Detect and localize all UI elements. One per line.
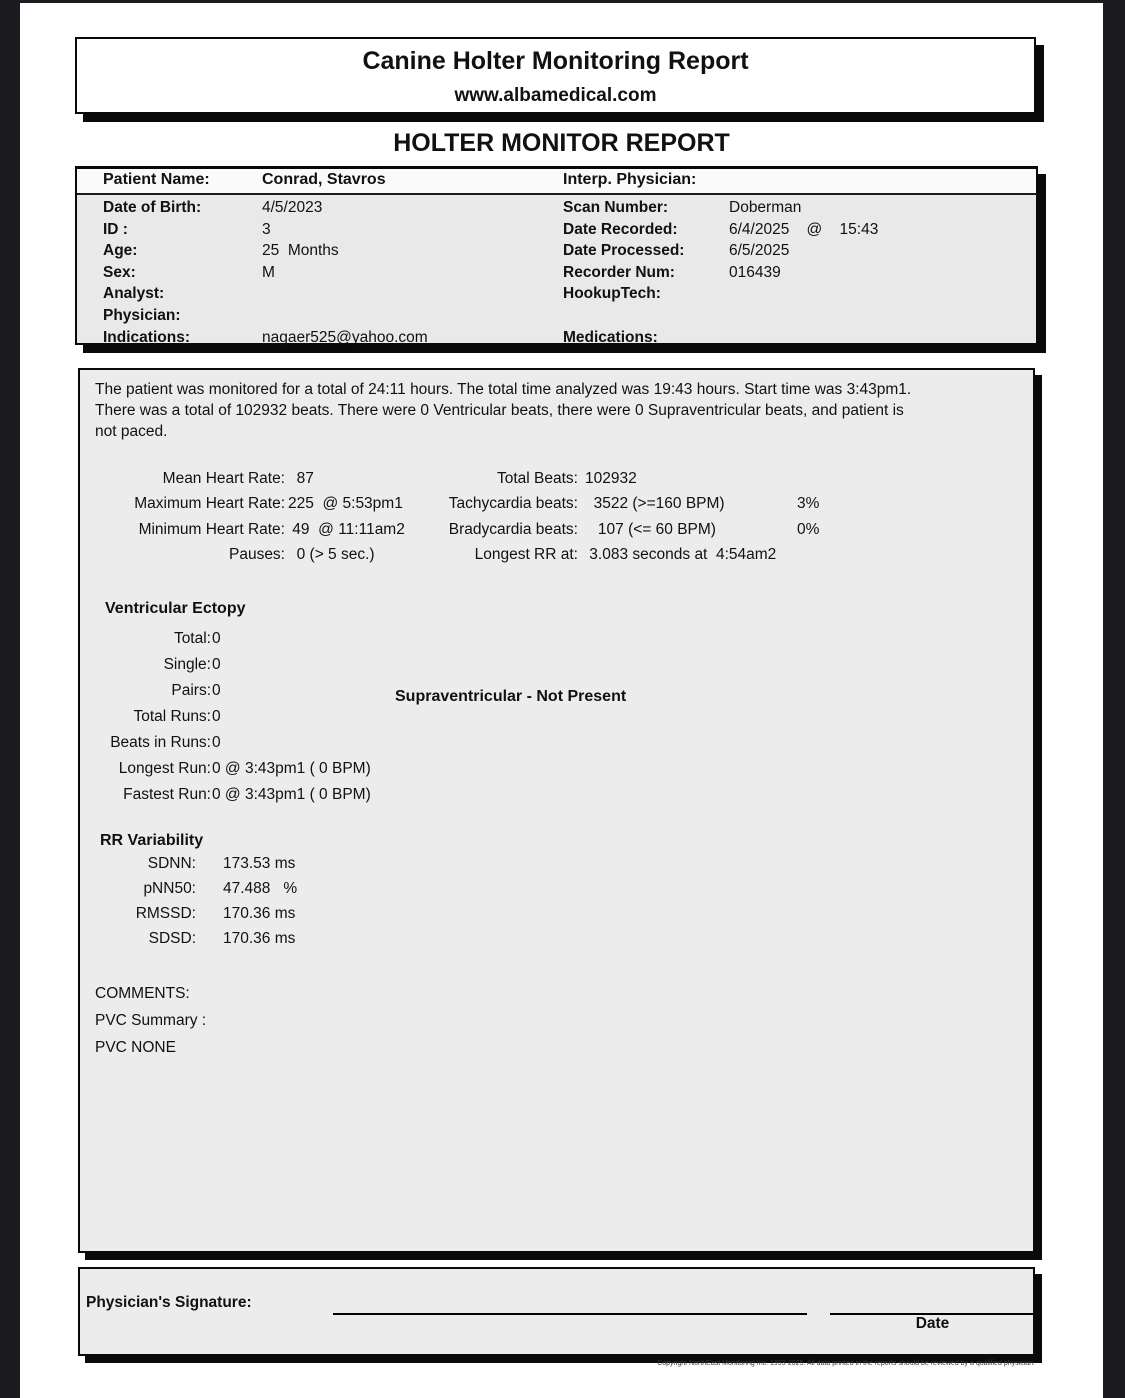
pvc-summary-value: PVC NONE	[95, 1039, 176, 1056]
table-row	[77, 197, 1036, 218]
patient-table-header	[77, 169, 1036, 195]
ventricular-ectopy-title: Ventricular Ectopy	[105, 600, 246, 617]
rr-label: pNN50:	[143, 880, 196, 897]
stat-value: 102932	[585, 470, 637, 487]
stats-row	[80, 495, 1033, 520]
copyright-notice: Copyright NorthEast Monitoring Inc. 1993-2025. All data printed in the reports should be reviewed by a qualified physician.	[657, 1360, 1035, 1367]
ectopy-row	[80, 630, 1033, 656]
ectopy-row	[80, 760, 1033, 786]
website-url: www.albamedical.com	[454, 85, 657, 106]
date-label: Date	[915, 1315, 950, 1332]
field-label: Analyst:	[103, 285, 165, 303]
stat-value: 49 @ 11:11am2	[288, 521, 405, 538]
stat-value: 3.083 seconds at 4:54am2	[585, 546, 777, 563]
ectopy-label: Longest Run:	[118, 760, 211, 777]
summary-line: There was a total of 102932 beats. There were 0 Ventricular beats, there were 0 Supraventricular beats, and patient is	[95, 402, 904, 419]
interp-physician-label: Interp. Physician:	[563, 171, 697, 188]
ectopy-row	[80, 656, 1033, 682]
ectopy-label: Fastest Run:	[123, 786, 211, 803]
signature-box	[78, 1267, 1035, 1356]
rr-value: 47.488 %	[223, 880, 298, 897]
table-row	[77, 219, 1036, 240]
field-value: 6/4/2025 @ 15:43	[729, 220, 879, 238]
stat-label: Tachycardia beats:	[448, 495, 578, 512]
ectopy-label: Total Runs:	[133, 708, 211, 725]
stats-row	[80, 521, 1033, 546]
ectopy-row	[80, 734, 1033, 760]
stat-label: Longest RR at:	[474, 546, 578, 563]
stat-label: Maximum Heart Rate:	[134, 495, 285, 512]
supraventricular-note: Supraventricular - Not Present	[395, 688, 627, 705]
stat-percent: 0%	[797, 521, 820, 538]
stat-value: 3522 (>=160 BPM)	[585, 495, 725, 512]
stat-label: Mean Heart Rate:	[162, 470, 285, 487]
field-label: Indications:	[103, 328, 190, 346]
field-value: 016439	[729, 263, 781, 281]
field-value: 6/5/2025	[729, 242, 790, 260]
ectopy-value: 0 @ 3:43pm1 ( 0 BPM)	[212, 760, 371, 777]
rr-row	[80, 855, 1033, 880]
field-label: Date of Birth:	[103, 199, 202, 216]
physician-signature-label: Physician's Signature:	[86, 1294, 252, 1311]
field-label: Recorder Num:	[563, 263, 675, 281]
ectopy-label: Beats in Runs:	[110, 734, 211, 751]
rr-label: SDSD:	[148, 930, 196, 947]
stat-value: 87	[288, 470, 314, 487]
stats-row	[80, 470, 1033, 495]
field-label: Date Recorded:	[563, 220, 678, 238]
stat-value: 225 @ 5:53pm1	[288, 495, 403, 512]
table-row	[77, 283, 1036, 304]
table-row	[77, 262, 1036, 283]
ectopy-row	[80, 708, 1033, 734]
field-value: 4/5/2023	[262, 199, 323, 216]
field-value: M	[262, 263, 275, 281]
field-label: HookupTech:	[563, 285, 661, 303]
rr-label: SDNN:	[147, 855, 196, 872]
field-value: 3	[262, 220, 271, 238]
stat-label: Minimum Heart Rate:	[138, 521, 285, 538]
report-header-box	[75, 37, 1036, 114]
field-value: 25 Months	[262, 242, 339, 260]
summary-box	[78, 368, 1035, 1253]
stat-value: 107 (<= 60 BPM)	[585, 521, 716, 538]
ectopy-row	[80, 786, 1033, 812]
field-value: nagaer525@yahoo.com	[262, 328, 428, 346]
signature-line	[333, 1313, 807, 1315]
ectopy-value: 0 @ 3:43pm1 ( 0 BPM)	[212, 786, 371, 803]
patient-info-table	[75, 166, 1038, 345]
table-row	[77, 305, 1036, 326]
ectopy-value: 0	[212, 682, 221, 699]
field-label: ID :	[103, 220, 128, 238]
ectopy-label: Single:	[163, 656, 211, 673]
monitoring-summary-paragraph	[95, 379, 1020, 442]
page-title: HOLTER MONITOR REPORT	[393, 129, 730, 157]
ectopy-value: 0	[212, 656, 221, 673]
pvc-summary-label: PVC Summary :	[95, 1012, 207, 1029]
ectopy-value: 0	[212, 708, 221, 725]
summary-line: not paced.	[95, 423, 168, 440]
ectopy-label: Total:	[173, 630, 211, 647]
rr-row	[80, 905, 1033, 930]
field-label: Physician:	[103, 307, 181, 324]
field-label: Age:	[103, 242, 138, 260]
rr-value: 170.36 ms	[223, 905, 296, 922]
summary-line: The patient was monitored for a total of 24:11 hours. The total time analyzed was 19:43 hours. Start time was 3:43pm1.	[95, 381, 912, 398]
rr-value: 170.36 ms	[223, 930, 296, 947]
stats-row	[80, 546, 1033, 571]
rr-label: RMSSD:	[135, 905, 196, 922]
rr-value: 173.53 ms	[223, 855, 296, 872]
patient-name-label: Patient Name:	[103, 171, 210, 188]
field-label: Sex:	[103, 263, 136, 281]
ectopy-value: 0	[212, 630, 221, 647]
table-row	[77, 327, 1036, 348]
rr-row	[80, 880, 1033, 905]
ectopy-label: Pairs:	[171, 682, 211, 699]
stat-label: Bradycardia beats:	[448, 521, 578, 538]
field-label: Date Processed:	[563, 242, 685, 260]
stat-value: 0 (> 5 sec.)	[288, 546, 375, 563]
field-label: Medications:	[563, 328, 658, 346]
comments-heading: COMMENTS:	[95, 985, 190, 1002]
stat-label: Pauses:	[228, 546, 285, 563]
stat-percent: 3%	[797, 495, 820, 512]
table-row	[77, 240, 1036, 261]
stat-label: Total Beats:	[497, 470, 578, 487]
rr-row	[80, 930, 1033, 955]
field-label: Scan Number:	[563, 199, 669, 216]
patient-name-value: Conrad, Stavros	[262, 171, 386, 188]
report-brand-title: Canine Holter Monitoring Report	[362, 47, 749, 75]
ectopy-value: 0	[212, 734, 221, 751]
rr-variability-title: RR Variability	[100, 832, 204, 849]
field-value: Doberman	[729, 199, 802, 216]
